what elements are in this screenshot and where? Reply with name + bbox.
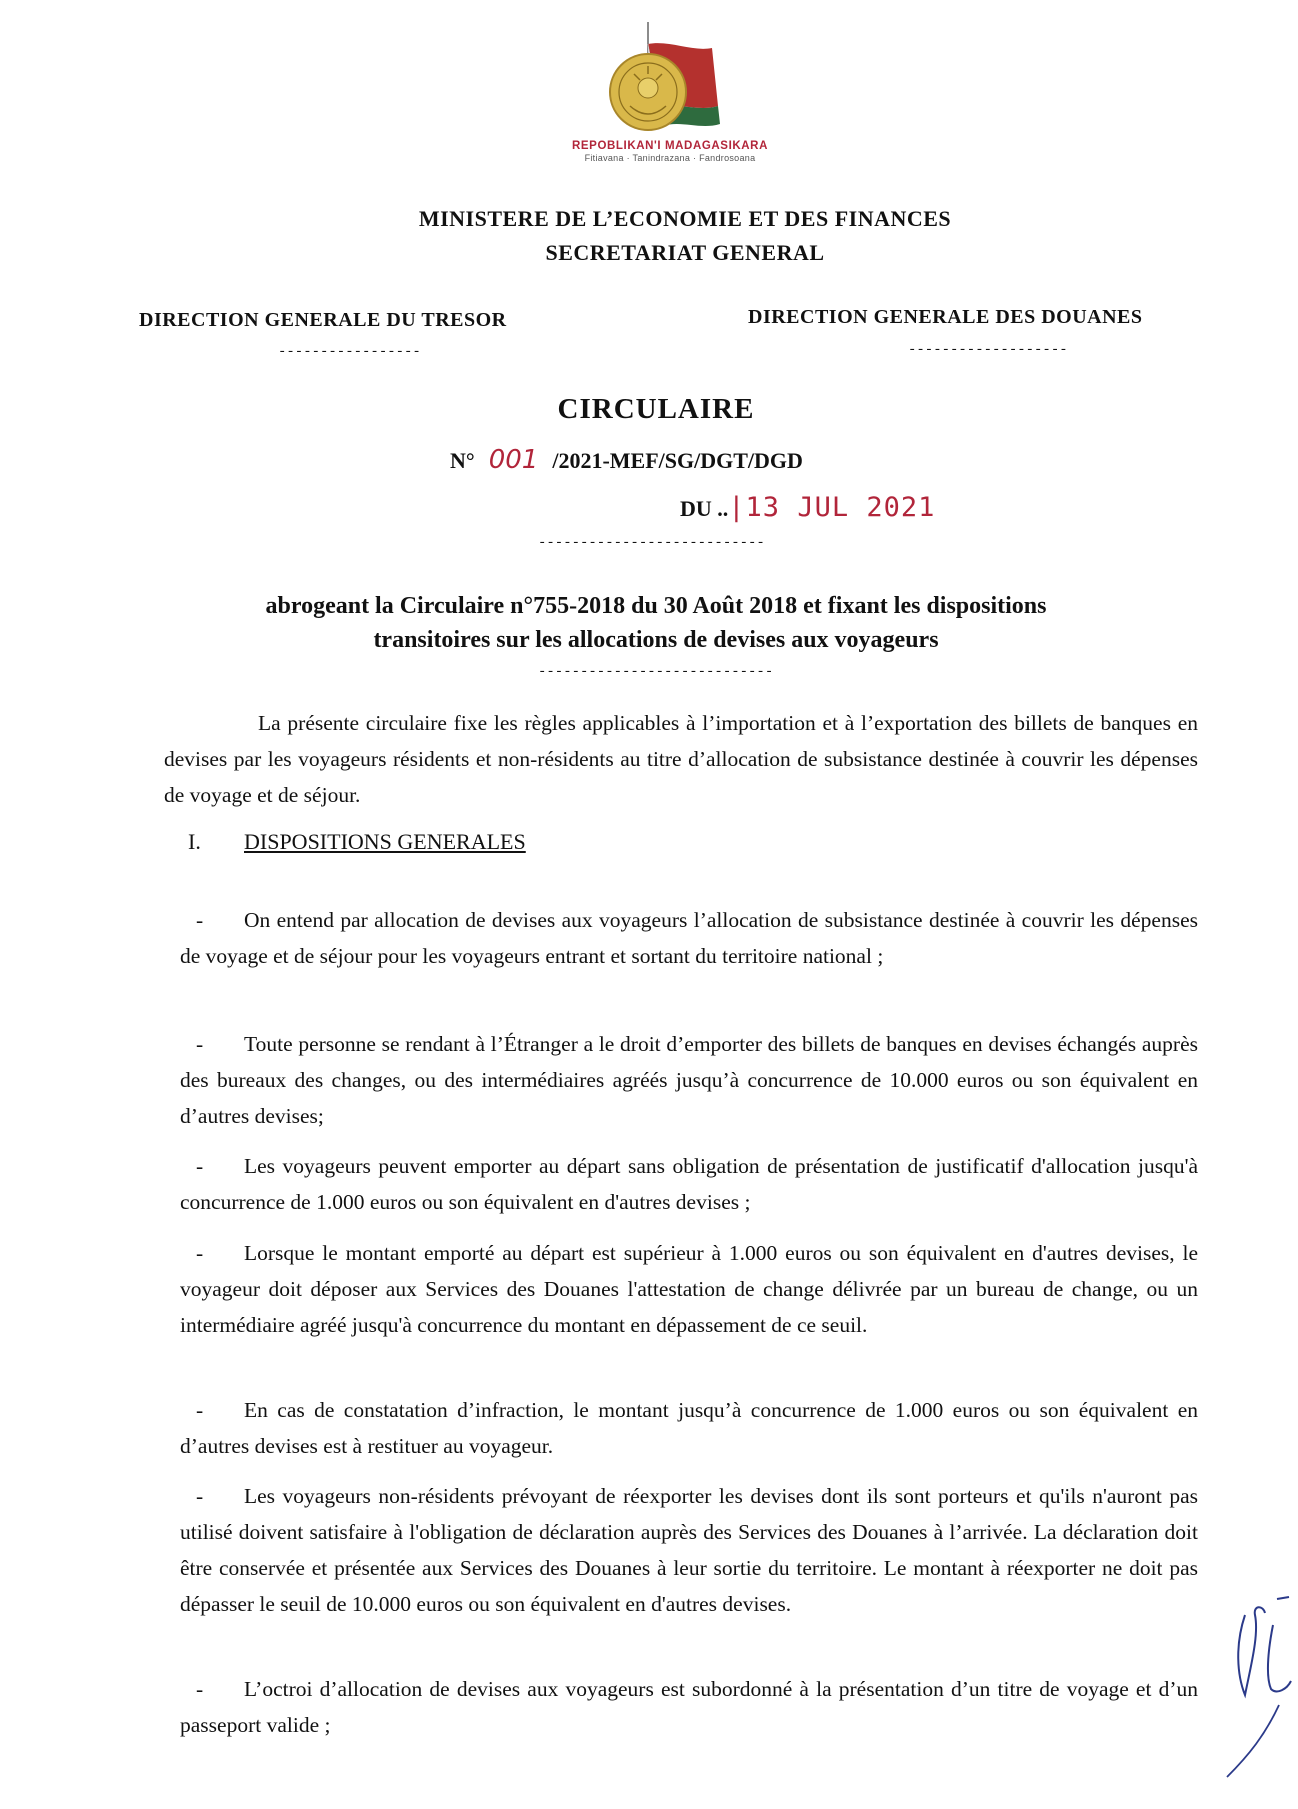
separator-subject: ----------------------------: [538, 664, 774, 680]
republic-name: REPOBLIKAN'I MADAGASIKARA: [572, 140, 768, 152]
list-item: [180, 1235, 1198, 1343]
bullet-dash: -: [196, 1484, 204, 1508]
list-item-text: Toute personne se rendant à l’Étranger a le droit d’emporter des billets de banques en devises échangés auprès des bureaux des changes, ou des intermédiaires agréés jusqu’à concurrence de 10.000 euros ou son équivalent en d’autres devises;: [180, 1032, 1198, 1128]
bullet-dash: -: [196, 1154, 204, 1178]
ministry-title: MINISTERE DE L’ECONOMIE ET DES FINANCES: [418, 206, 952, 231]
number-prefix: N°: [450, 448, 475, 473]
section-title: DISPOSITIONS GENERALES: [244, 829, 526, 854]
list-item: [180, 1392, 1198, 1464]
list-item-text: Les voyageurs non-résidents prévoyant de réexporter les devises dont ils sont porteurs et qu'ils n'auront pas utilisé doivent satisfaire à l'obligation de déclaration auprès des Services des Douanes à l’arrivée. La déclaration doit être conservée et présentée aux Services des Douanes à leur sortie du territoire. Le montant à réexporter ne doit pas dépasser le seuil de 10.000 euros ou son équivalent en d'autres devises.: [180, 1484, 1198, 1616]
date-stamp: |13 JUL 2021: [728, 492, 936, 523]
republic-motto: Fitiavana · Tanindrazana · Fandrosoana: [584, 153, 756, 163]
list-item-text: Lorsque le montant emporté au départ est supérieur à 1.000 euros ou son équivalent en d'autres devises, le voyageur doit déposer aux Services des Douanes l'attestation de change délivrée par un bureau de change, ou un intermédiaire agréé jusqu'à concurrence du montant en dépassement de ce seuil.: [180, 1241, 1198, 1337]
number-suffix: /2021-MEF/SG/DGT/DGD: [552, 448, 803, 473]
intro-paragraph: La présente circulaire fixe les règles applicables à l’importation et à l’exportation des billets de banques en devises par les voyageurs résidents et non-résidents au titre d’allocation de subsistance destinée à couvrir les dépenses de voyage et de séjour.: [164, 711, 1198, 807]
bullet-dash: -: [196, 1241, 204, 1265]
circular-number: [450, 445, 803, 475]
section-number: I.: [188, 829, 201, 854]
list-item: [180, 1671, 1198, 1743]
list-item-text: Les voyageurs peuvent emporter au départ sans obligation de présentation de justificatif d'allocation jusqu'à concurrence de 1.000 euros ou son équivalent en d'autres devises ;: [180, 1154, 1198, 1214]
bullet-dash: -: [196, 1032, 204, 1056]
list-item: [180, 1148, 1198, 1220]
subject-line-2: transitoires sur les allocations de devises aux voyageurs: [373, 627, 939, 653]
circular-date: [680, 492, 935, 523]
handwritten-initials-icon: [1215, 1585, 1298, 1785]
list-item-text: En cas de constatation d’infraction, le montant jusqu’à concurrence de 1.000 euros ou son équivalent en d’autres devises est à restituer au voyageur.: [180, 1398, 1198, 1458]
bullet-dash: -: [196, 1677, 204, 1701]
list-item: [180, 1026, 1198, 1134]
bullet-dash: -: [196, 1398, 204, 1422]
list-item-text: On entend par allocation de devises aux voyageurs l’allocation de subsistance destinée à couvrir les dépenses de voyage et de séjour pour les voyageurs entrant et sortant du territoire national ;: [180, 908, 1198, 968]
document-title: CIRCULAIRE: [557, 393, 755, 425]
section-heading: [188, 829, 526, 855]
subject-line-1: abrogeant la Circulaire n°755-2018 du 30 Août 2018 et fixant les dispositions: [265, 593, 1047, 619]
separator-number: ---------------------------: [538, 535, 765, 551]
list-item: [180, 902, 1198, 974]
handwritten-number: 001: [488, 445, 539, 475]
list-item: [180, 1478, 1198, 1622]
bullet-dash: -: [196, 908, 204, 932]
secretariat-title: SECRETARIAT GENERAL: [545, 240, 825, 265]
direction-douanes: DIRECTION GENERALE DES DOUANES: [748, 306, 1143, 328]
republic-emblem-icon: [600, 22, 750, 142]
separator-right: -------------------: [908, 342, 1068, 358]
direction-tresor: DIRECTION GENERALE DU TRESOR: [139, 309, 507, 331]
list-item-text: L’octroi d’allocation de devises aux voyageurs est subordonné à la présentation d’un titre de voyage et d’un passeport valide ;: [180, 1677, 1198, 1737]
separator-left: -----------------: [278, 344, 421, 360]
date-prefix: DU ..: [680, 496, 729, 521]
